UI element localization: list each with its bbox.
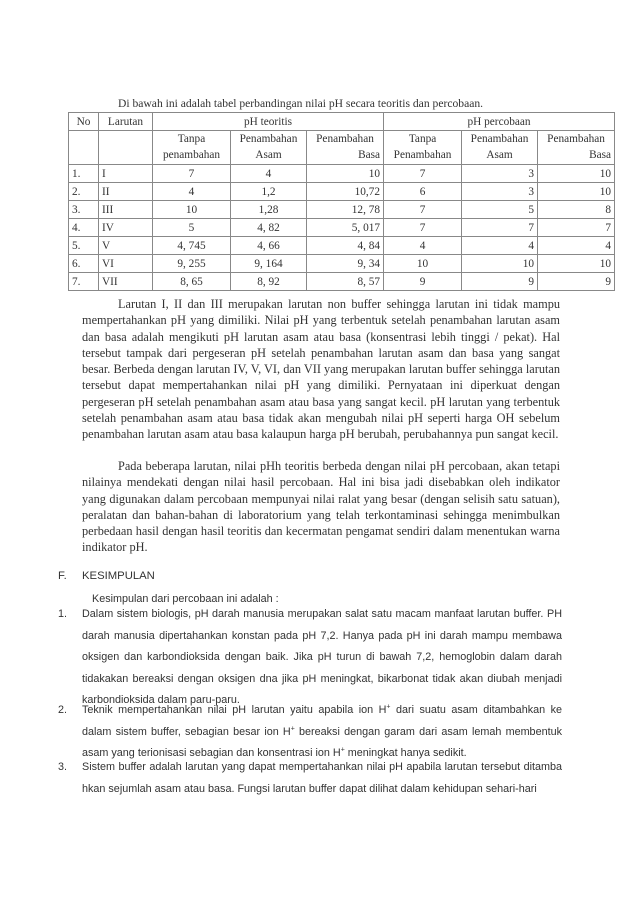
table-cell: 2. [69,183,99,201]
table-cell: 3. [69,201,99,219]
conclusion-item [58,604,562,712]
table-cell: V [99,237,153,255]
section-heading [58,570,155,582]
table-cell: III [99,201,153,219]
table-row [69,255,615,273]
table-cell: 7 [384,165,462,183]
table-cell: 10 [153,201,231,219]
table-cell: 8, 57 [307,273,384,291]
ph-comparison-table [68,112,615,291]
table-header-row [69,113,615,131]
table-cell: 9 [384,273,462,291]
table-cell: VI [99,255,153,273]
table-cell: 1. [69,165,99,183]
table-cell: 8, 65 [153,273,231,291]
table-row [69,219,615,237]
table-cell: II [99,183,153,201]
subheader-teoritis-basa: Penambahan Basa [307,131,384,165]
table-cell: 4 [462,237,538,255]
table-cell: 10 [307,165,384,183]
conclusion-text: Sistem buffer adalah larutan yang dapat mempertahankan nilai pH apabila larutan tersebut ditamba hkan sejumlah asam atau basa. Fungsi larutan buffer dapat dilihat dalam kehidupan sehari-hari [82,761,562,795]
table-cell: 10 [462,255,538,273]
table-cell: 9 [462,273,538,291]
table-cell: 3 [462,183,538,201]
table-cell: 10,72 [307,183,384,201]
table-cell: 5. [69,237,99,255]
table-cell: 4 [231,165,307,183]
table-cell: 5 [462,201,538,219]
table-cell: 9, 255 [153,255,231,273]
table-row [69,183,615,201]
conclusion-text: Teknik mempertahankan nilai pH larutan yaitu apabila ion H+ dari suatu asam ditambahkan ke dalam sistem buffer, sebagian besar ion H+ bereaksi dengan garam dari asam lemah membentuk asam yang terionisasi sebagian dan konsentrasi ion H+ meningkat hanya sedikit. [82,703,562,760]
conclusion-intro: Kesimpulan dari percobaan ini adalah : [92,593,279,605]
subheader-larutan-blank [99,131,153,165]
conclusion-number: 2. [58,704,68,716]
table-cell: 7 [538,219,615,237]
table-cell: 4 [384,237,462,255]
subheader-percobaan-asam: Penambahan Asam [462,131,538,165]
subheader-percobaan-tanpa: Tanpa Penambahan [384,131,462,165]
table-cell: 4, 84 [307,237,384,255]
table-cell: 7 [153,165,231,183]
table-cell: 1,2 [231,183,307,201]
table-cell: 7. [69,273,99,291]
discussion-paragraph-2: Pada beberapa larutan, nilai pHh teoritis berbeda dengan nilai pH percobaan, akan tetapi nilainya mendekati dengan nilai hasil percobaan. Hal ini bisa jadi disebabkan oleh indikator yang digunakan dalam percobaan mempunyai nilai ralat yang besar (dengan selisih satu satuan), peralatan dan bahan-bahan di laboratorium yang telah terkontaminasi sehingga menimbulkan perbedaan hasil dengan hasil teoritis dan kecermatan pengamat sendiri dalam menentukan warna indikator pH. [82,459,560,555]
table-cell: 12, 78 [307,201,384,219]
table-cell: 6 [384,183,462,201]
table-cell: 4, 745 [153,237,231,255]
conclusion-text: Dalam sistem biologis, pH darah manusia merupakan salat satu macam manfaat larutan buffer. PH darah manusia dipertahankan konstan pada pH 7,2. Hanya pada pH ini darah mampu membawa oksigen dan karbondioksida dengan baik. Jika pH turun di bawah 7,2, hemoglobin dalam darah tidakakan bereaksi dengan oksigen dna jika pH meningkat, bikarbonat tidak akan diubah menjadi karbondioksida dalam paru-paru. [82,608,562,707]
table-cell: 6. [69,255,99,273]
header-larutan: Larutan [99,113,153,131]
table-cell: 5 [153,219,231,237]
table-cell: 10 [384,255,462,273]
table-cell: 3 [462,165,538,183]
table-cell: 1,28 [231,201,307,219]
table-cell: 8, 92 [231,273,307,291]
table-cell: 10 [538,165,615,183]
table-body [69,165,615,291]
header-ph-teoritis: pH teoritis [153,113,384,131]
table-cell: 9, 164 [231,255,307,273]
subheader-percobaan-basa: Penambahan Basa [538,131,615,165]
discussion-paragraph-1: Larutan I, II dan III merupakan larutan non buffer sehingga larutan ini tidak mampu mempertahankan pH yang dimiliki. Nilai pH yang terbentuk setelah penambahan larutan asam dan basa adalah mengikuti pH larutan asam atau basa (konsentrasi lebih tinggi / pekat). Hal tersebut tampak dari pergeseran pH setelah penambahan larutan asam dan basa yang sangat besar. Berbeda dengan larutan IV, V, VI, dan VII yang merupakan larutan buffer sehingga larutan tersebut dapat mempertahankan nilai pH yang dimiliki. Pernyataan ini diperkuat dengan pergeseran pH setelah penambahan asam atau basa yang sangat kecil. pH larutan yang terbentuk setelah penambahan asam atau basa tidak akan mengubah nilai pH seperti harga OH sebelum penambahan larutan asam atau basa kalaupun harga pH berubah, perubahannya pun sangat kecil. [82,297,560,442]
section-title: KESIMPULAN [82,570,155,582]
table-cell: 4, 66 [231,237,307,255]
table-row [69,273,615,291]
table-cell: 7 [384,219,462,237]
table-intro: Di bawah ini adalah tabel perbandingan nilai pH secara teoritis dan percobaan. [118,97,484,110]
table-row [69,201,615,219]
subheader-teoritis-asam: Penambahan Asam [231,131,307,165]
section-letter: F. [58,570,67,582]
table-row [69,237,615,255]
conclusion-number: 1. [58,608,68,620]
table-cell: 9, 34 [307,255,384,273]
subheader-no-blank [69,131,99,165]
table-cell: 9 [538,273,615,291]
table-cell: 4. [69,219,99,237]
table-cell: 7 [384,201,462,219]
table-cell: 4 [153,183,231,201]
header-ph-percobaan: pH percobaan [384,113,615,131]
table-cell: 10 [538,183,615,201]
subheader-teoritis-tanpa: Tanpa penambahan [153,131,231,165]
table-cell: 5, 017 [307,219,384,237]
table-subheader-row [69,131,615,165]
table-cell: IV [99,219,153,237]
table-row [69,165,615,183]
conclusion-item [58,757,562,800]
header-no: No [69,113,99,131]
table-cell: 10 [538,255,615,273]
conclusion-item [58,700,562,765]
table-cell: 4, 82 [231,219,307,237]
table-cell: I [99,165,153,183]
table-cell: VII [99,273,153,291]
table-cell: 4 [538,237,615,255]
table-cell: 7 [462,219,538,237]
conclusion-number: 3. [58,761,68,773]
table-cell: 8 [538,201,615,219]
